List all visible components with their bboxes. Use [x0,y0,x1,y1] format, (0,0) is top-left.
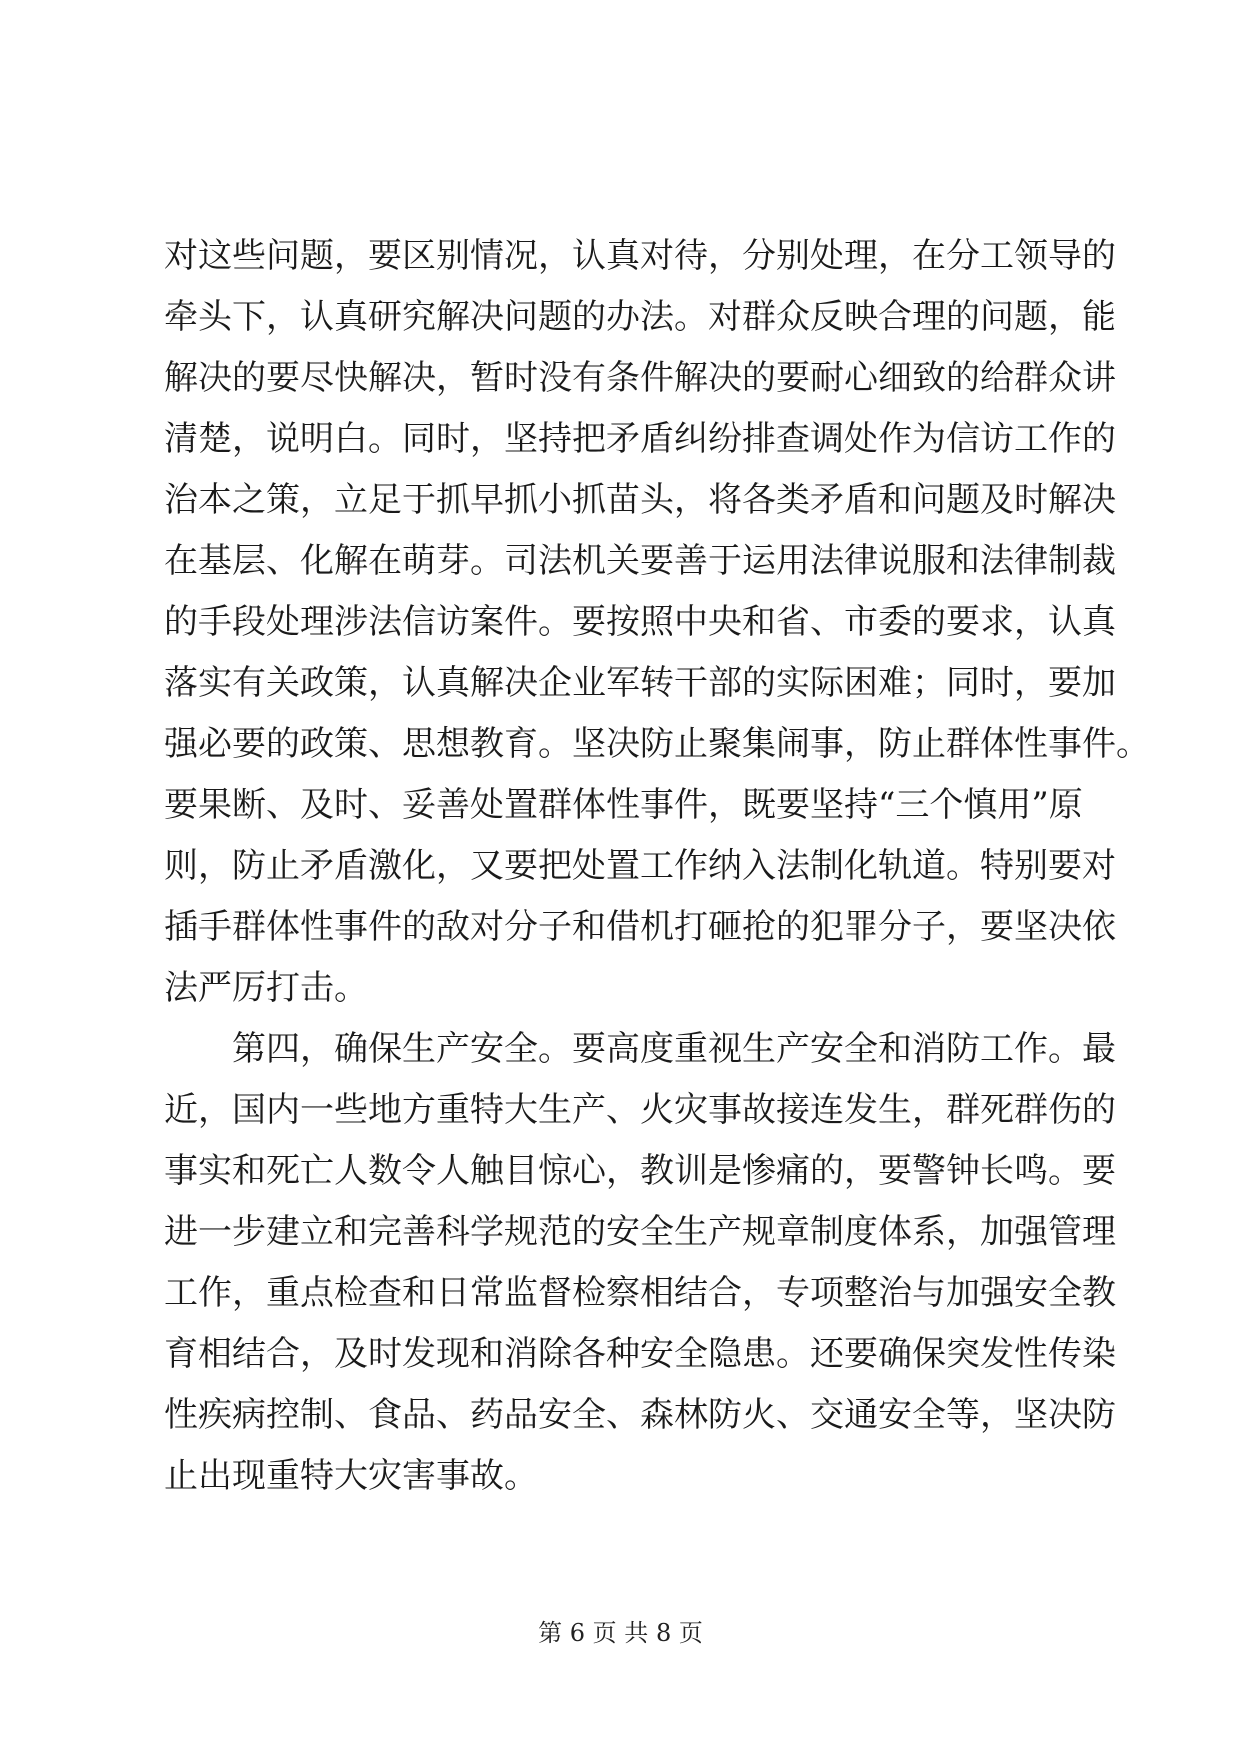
text-line: 止出现重特大灾害事故。 [164,1456,538,1496]
text-line: 育相结合，及时发现和消除各种安全隐患。还要确保突发性传染 [164,1334,1116,1374]
text-line: 事实和死亡人数令人触目惊心，教训是惨痛的，要警钟长鸣。要 [164,1151,1116,1191]
text-line: 要果断、及时、妥善处置群体性事件，既要坚持“三个慎用”原 [164,785,1083,825]
text-line: 则，防止矛盾激化，又要把处置工作纳入法制化轨道。特别要对 [164,846,1116,886]
text-line: 强必要的政策、思想教育。坚决防止聚集闹事，防止群体性事件。 [164,724,1150,764]
text-line: 进一步建立和完善科学规范的安全生产规章制度体系，加强管理 [164,1212,1116,1252]
paragraph-first-line: 第四，确保生产安全。要高度重视生产安全和消防工作。最 [232,1029,1116,1069]
text-line: 清楚，说明白。同时，坚持把矛盾纠纷排查调处作为信访工作的 [164,419,1116,459]
text-line: 的手段处理涉法信访案件。要按照中央和省、市委的要求，认真 [164,602,1116,642]
text-line: 近，国内一些地方重特大生产、火灾事故接连发生，群死群伤的 [164,1090,1116,1130]
text-line: 对这些问题，要区别情况，认真对待，分别处理，在分工领导的 [164,236,1116,276]
text-line: 法严厉打击。 [164,968,368,1008]
text-line: 性疾病控制、食品、药品安全、森林防火、交通安全等，坚决防 [164,1395,1116,1435]
text-line: 解决的要尽快解决，暂时没有条件解决的要耐心细致的给群众讲 [164,358,1116,398]
text-line: 在基层、化解在萌芽。司法机关要善于运用法律说服和法律制裁 [164,541,1116,581]
text-line: 落实有关政策，认真解决企业军转干部的实际困难；同时，要加 [164,663,1116,703]
text-line: 牵头下，认真研究解决问题的办法。对群众反映合理的问题，能 [164,297,1116,337]
text-line: 工作，重点检查和日常监督检察相结合，专项整治与加强安全教 [164,1273,1116,1313]
text-line: 插手群体性事件的敌对分子和借机打砸抢的犯罪分子，要坚决依 [164,907,1116,947]
page-number-footer: 第 6 页 共 8 页 [538,1619,703,1647]
text-line: 治本之策，立足于抓早抓小抓苗头，将各类矛盾和问题及时解决 [164,480,1116,520]
